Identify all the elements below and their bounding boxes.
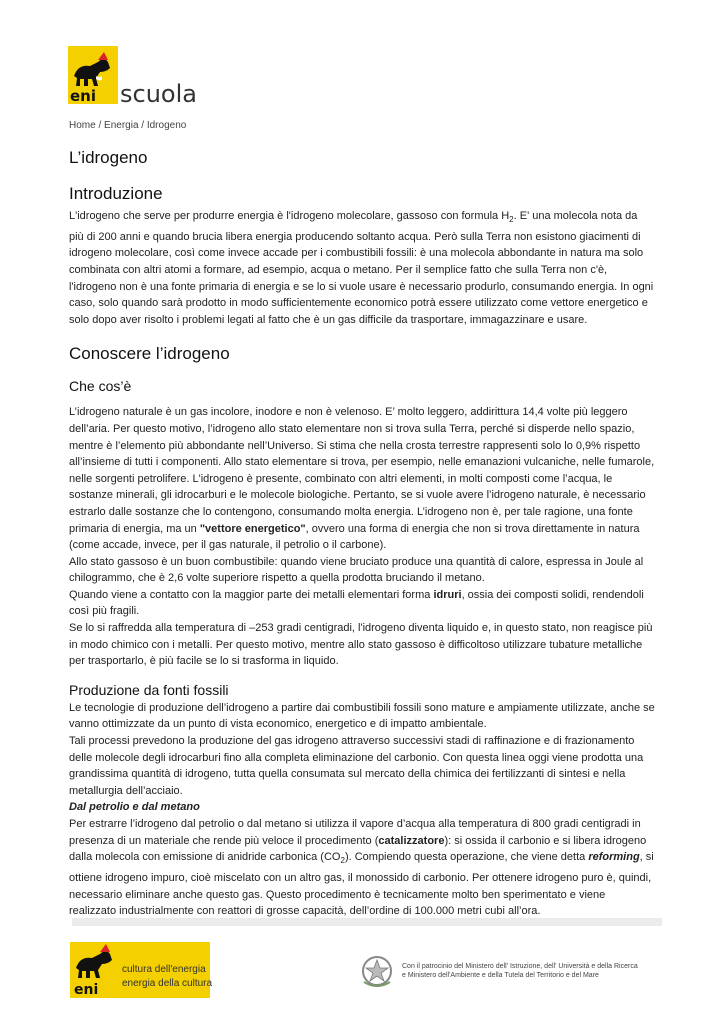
- breadcrumb-energia-link[interactable]: Energia: [104, 120, 139, 131]
- page-title: L’idrogeno: [69, 148, 148, 167]
- footer-tagline-1: cultura dell'energia: [122, 964, 206, 975]
- che-cos-paragraph-2: Allo stato gassoso è un buon combustibile: quando viene bruciato produce una quantità di calore, espressa in Joule al chilogrammo, che è 2,6 volte superiore rispetto a quella prodotta bruciando il metano.: [69, 555, 644, 585]
- patronage-line-2: e Ministero dell'Ambiente e della Tutela del Territorio e del Mare: [402, 972, 599, 979]
- logo-word-text: scuola: [120, 80, 197, 108]
- che-cos-heading: Che cos’è: [69, 378, 132, 395]
- breadcrumb-separator: /: [98, 120, 102, 131]
- produzione-paragraph-1: Le tecnologie di produzione dell’idrogeno a partire dai combustibili fossili sono mature e ampiamente utilizzate, anche se vanno ottimizzate da un punto di vista economico, energetico e di impatto ambientale.: [69, 701, 655, 731]
- che-cos-paragraph-3: Quando viene a contatto con la maggior parte dei metalli elementari forma idruri, ossia dei composti solidi, rendendoli così più fragili.: [69, 588, 644, 618]
- footer-tagline-2: energia della cultura: [122, 978, 213, 989]
- logo-brand-text: eni: [70, 87, 96, 105]
- breadcrumb-separator: /: [141, 120, 145, 131]
- eni-cultura-logo[interactable]: [70, 940, 213, 1000]
- conoscere-heading: Conoscere l’idrogeno: [69, 344, 230, 364]
- intro-heading: Introduzione: [69, 184, 163, 203]
- footer-divider: [72, 918, 662, 926]
- intro-paragraph: L'idrogeno che serve per produrre energia è l'idrogeno molecolare, gassoso con formula $H_2$. E' una molecola nota da più di 200 anni e quando brucia libera energia producendo soltanto acqua. Però sulla Terra non esistono giacimenti di idrogeno molecolare, così come invece accade per i combustibili fossili: è una molecola abbondante in natura ma solo combinata con altri atomi a formare, ad esempio, acqua o metano. Per il semplice fatto che sulla Terra non c'è, l'idrogeno non è una fonte primaria di energia e se lo si vuole usare è necessario produrlo, consumando energia. In ogni caso, solo quando sarà prodotto in modo sufficientemente economico potrà essere utilizzato come vettore energetico e solo dopo aver risolto i problemi legati al fatto che è un gas difficile da trasportare, immagazzinare e usare.: [69, 210, 654, 326]
- patronage-block: [360, 952, 660, 992]
- produzione-paragraph-2: Tali processi prevedono la produzione del gas idrogeno attraverso successivi stadi di raffinazione e di frazionamento delle molecole degli idrocarburi fino alla completa eliminazione del carbonio. Con questa linea oggi viene prodotta una grandissima quantità di idrogeno, tutta quella consumata sul mercato della chimica dei fertilizzanti di sintesi e nella metallurgia dell’acciaio.: [69, 735, 644, 797]
- dal-petrolio-subheading: Dal petrolio e dal metano: [69, 801, 200, 814]
- italian-republic-emblem-icon: [360, 952, 394, 990]
- patronage-text: [402, 962, 672, 980]
- patronage-line-1: Con il patrocinio del Ministero dell' Istruzione, dell' Università e della Ricerca: [402, 963, 638, 970]
- che-cos-paragraph-1: L’idrogeno naturale è un gas incolore, inodore e non è velenoso. E’ molto leggero, addirittura 14,4 volte più leggero dell’aria. Per questo motivo, l’idrogeno allo stato elementare non si trova sulla Terra, perché si disperde nello spazio, mentre è l’elemento più abbondante nell’Universo. Si stima che nella crosta terrestre rappresenti solo lo 0,9% rispetto all’insieme di tutti i componenti. Allo stato elementare si trova, per esempio, nelle emanazioni vulcaniche, nelle fumarole, nelle sorgenti petrolifere. L'idrogeno è presente, combinato con altri elementi, in molti composti come l’acqua, le sostanze minerali, gli idrocarburi e le molecole biologiche. Pertanto, se si vuole avere l’idrogeno naturale, è necessario estrarlo dalle sostanze che lo contengono, consumando molta energia. L’idrogeno non è, per tale ragione, una fonte primaria di energia, ma un "vettore energetico", ovvero una forma di energia che non si trova direttamente in natura (come accade, invece, per il gas naturale, il petrolio o il carbone).: [69, 406, 655, 552]
- eni-scuola-logo[interactable]: [68, 46, 197, 108]
- breadcrumb: [69, 120, 186, 131]
- breadcrumb-current: Idrogeno: [146, 120, 187, 131]
- produzione-paragraph-3: Per estrarre l’idrogeno dal petrolio o dal metano si utilizza il vapore d’acqua alla temperatura di 800 gradi centigradi in presenza di un materiale che rende più veloce il procedimento (catalizzatore): si ossida il carbonio e si libera idrogeno dalla molecola con emissione di anidride carbonica $(CO_2)$. Compiendo questa operazione, che viene detta reforming, si ottiene idrogeno impuro, cioè miscelato con un altro gas, il monossido di carbonio. Per ottenere idrogeno puro è, quindi, necessario eliminare anche questo gas. Questo procedimento è tecnicamente molto ben sperimentato e viene realizzato industrialmente con reattori di grosse capacità, dell’ordine di 100.000 metri cubi all’ora.: [69, 818, 654, 918]
- article-content: [69, 142, 655, 920]
- breadcrumb-home-link[interactable]: Home: [69, 120, 96, 131]
- produzione-heading: Produzione da fonti fossili: [69, 681, 229, 698]
- che-cos-paragraph-4: Se lo si raffredda alla temperatura di –253 gradi centigradi, l'idrogeno diventa liquido e, in questo stato, non reagisce più in modo chimico con i metalli. Per questo motivo, mentre allo stato gassoso è difficoltoso utilizzare tubature metalliche per trasportarlo, è più facile se lo si trasforma in liquido.: [69, 622, 653, 668]
- footer-brand-text: eni: [74, 982, 99, 998]
